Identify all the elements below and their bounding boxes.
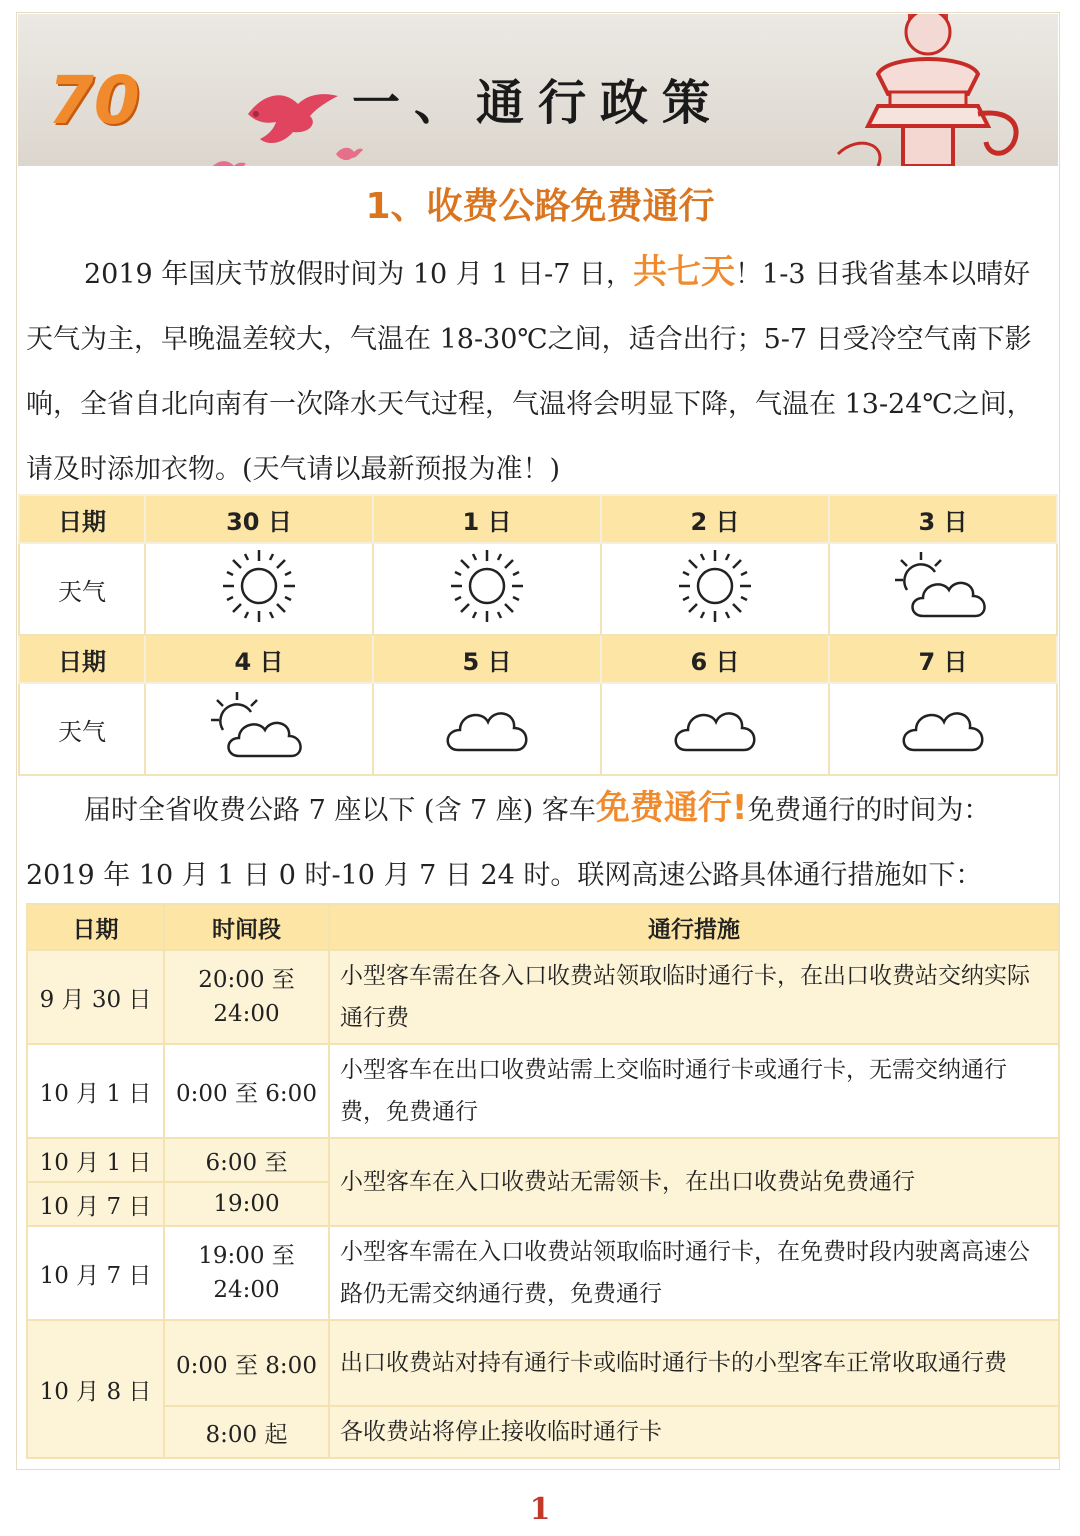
free-passage-post: 免费通行的时间为：2019 年 10 月 1 日 0 时-10 月 7 日 24 时。联网高速公路具体通行措施如下： [26, 795, 991, 891]
table-row [27, 950, 1059, 1044]
table-row [27, 1044, 1059, 1138]
weather-date: 5 日 [373, 635, 601, 683]
intro-paragraph [26, 240, 1056, 502]
row-time: 20:00 至 24:00 [164, 950, 329, 1044]
sun-icon [447, 546, 527, 626]
cloud-icon [442, 696, 532, 756]
col-header-measure: 通行措施 [329, 904, 1059, 950]
table-row [27, 1138, 1059, 1182]
row-time: 0:00 至 6:00 [164, 1044, 329, 1138]
weather-date: 30 日 [145, 495, 373, 543]
weather-date: 6 日 [601, 635, 829, 683]
weather-cell [373, 543, 601, 635]
dove-small-icon [334, 142, 364, 166]
partly-cloudy-icon [209, 686, 309, 766]
sun-icon [219, 546, 299, 626]
row-measure: 小型客车需在入口收费站领取临时通行卡，在免费时段内驶离高速公路仍无需交纳通行费，免费通行 [329, 1226, 1059, 1320]
table-row [27, 1320, 1059, 1406]
partly-cloudy-icon [893, 546, 993, 626]
weather-cell [373, 683, 601, 775]
row-measure: 出口收费站对持有通行卡或临时通行卡的小型客车正常收取通行费 [329, 1320, 1059, 1406]
row-time: 19:00 至 24:00 [164, 1226, 329, 1320]
row-date: 10 月 7 日 [27, 1182, 164, 1226]
weather-label: 天气 [19, 543, 145, 635]
row-date: 10 月 8 日 [27, 1320, 164, 1458]
row-time: 8:00 起 [164, 1406, 329, 1458]
banner-title: 一、通行政策 [351, 75, 724, 131]
row-date: 10 月 1 日 [27, 1044, 164, 1138]
weather-cell [829, 543, 1057, 635]
row-date: 9 月 30 日 [27, 950, 164, 1044]
row-time: 6:00 至 [164, 1138, 329, 1182]
row-measure: 小型客车需在各入口收费站领取临时通行卡，在出口收费站交纳实际通行费 [329, 950, 1059, 1044]
col-header-date: 日期 [27, 904, 164, 950]
cloud-icon [898, 696, 988, 756]
intro-text-post: ！1-3 日我省基本以晴好天气为主，早晚温差较大，气温在 18-30℃之间，适合出行；5-7 日受冷空气南下影响，全省自北向南有一次降水天气过程，气温将会明显下降，气温在 13-24℃之间，请及时添加衣物。(天气请以最新预报为准！) [26, 259, 1034, 485]
anniversary-logo: 70 [48, 62, 140, 139]
weather-date: 3 日 [829, 495, 1057, 543]
weather-icon-row [19, 683, 1057, 775]
weather-cell [601, 683, 829, 775]
date-label: 日期 [19, 495, 145, 543]
date-label: 日期 [19, 635, 145, 683]
weather-date: 7 日 [829, 635, 1057, 683]
col-header-time: 时间段 [164, 904, 329, 950]
free-passage-pre: 届时全省收费公路 7 座以下 (含 7 座) 客车 [84, 795, 596, 826]
intro-highlight: 共七天 [633, 252, 736, 292]
cloud-icon [670, 696, 760, 756]
sun-icon [675, 546, 755, 626]
row-measure: 小型客车在入口收费站无需领卡，在出口收费站免费通行 [329, 1138, 1059, 1226]
weather-table [18, 494, 1058, 776]
weather-date: 1 日 [373, 495, 601, 543]
weather-cell [145, 683, 373, 775]
row-measure: 各收费站将停止接收临时通行卡 [329, 1406, 1059, 1458]
free-passage-highlight: 免费通行! [595, 788, 748, 828]
weather-date-row [19, 635, 1057, 683]
weather-label: 天气 [19, 683, 145, 775]
policy-header-row [27, 904, 1059, 950]
row-time: 0:00 至 8:00 [164, 1320, 329, 1406]
weather-date-row [19, 495, 1057, 543]
intro-text-pre: 2019 年国庆节放假时间为 10 月 1 日-7 日， [84, 259, 634, 290]
table-row [27, 1406, 1059, 1458]
row-date: 10 月 1 日 [27, 1138, 164, 1182]
row-measure: 小型客车在出口收费站需上交临时通行卡或通行卡，无需交纳通行费，免费通行 [329, 1044, 1059, 1138]
row-time: 19:00 [164, 1182, 329, 1226]
huabiao-pillar-icon [818, 14, 1038, 166]
weather-date: 4 日 [145, 635, 373, 683]
dove-small-icon [208, 154, 248, 166]
weather-cell [145, 543, 373, 635]
free-passage-paragraph [26, 776, 1056, 908]
policy-table [26, 903, 1060, 1459]
weather-cell [601, 543, 829, 635]
weather-icon-row [19, 543, 1057, 635]
row-date: 10 月 7 日 [27, 1226, 164, 1320]
weather-date: 2 日 [601, 495, 829, 543]
weather-cell [829, 683, 1057, 775]
section-title: 1、收费公路免费通行 [365, 186, 715, 227]
header-banner [18, 14, 1058, 166]
page-number: 1 [529, 1492, 551, 1527]
table-row [27, 1226, 1059, 1320]
